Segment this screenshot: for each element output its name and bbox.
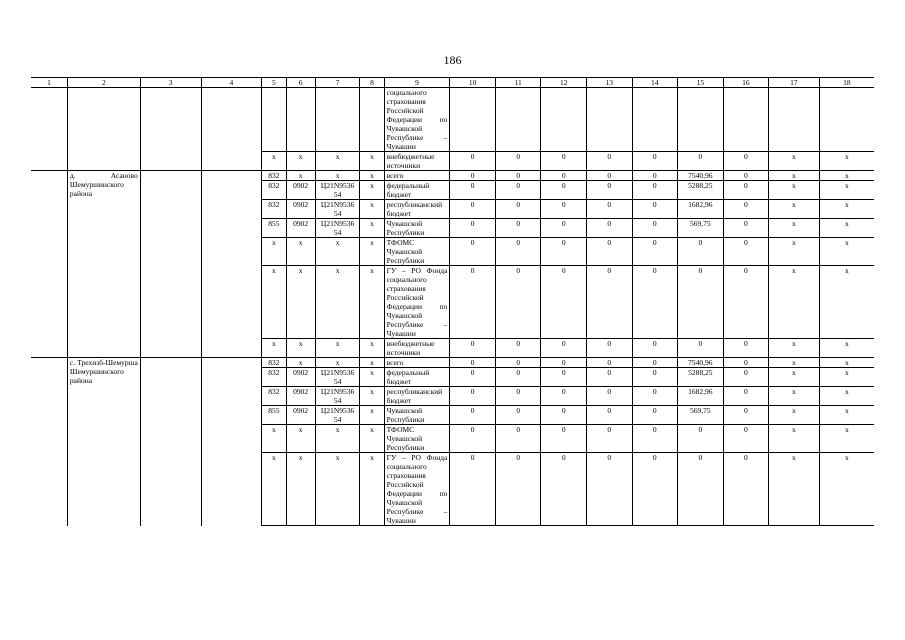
data-cell: х	[769, 425, 820, 453]
data-cell: 0	[541, 368, 587, 387]
header-cell: 1	[31, 78, 67, 88]
header-cell: 7	[315, 78, 360, 88]
data-cell: х	[315, 171, 360, 181]
data-cell: 0902	[286, 200, 315, 219]
empty-cell	[31, 88, 67, 152]
data-cell: 0	[541, 453, 587, 526]
data-cell: ТФОМС Чувашской Республики	[384, 425, 450, 453]
data-cell: всего	[384, 358, 450, 368]
data-cell: Ц21N9536 54	[315, 219, 360, 238]
data-cell: 0	[632, 358, 678, 368]
data-cell: федеральный бюджет	[384, 368, 450, 387]
data-cell: Чувашской Республики	[384, 406, 450, 425]
data-cell: х	[819, 238, 874, 266]
header-cell: 6	[286, 78, 315, 88]
data-cell: 0	[723, 200, 769, 219]
data-cell: х	[286, 238, 315, 266]
empty-cell	[31, 358, 67, 526]
data-cell: 0	[450, 266, 496, 339]
data-cell: 0	[495, 238, 541, 266]
data-cell: 0	[495, 358, 541, 368]
data-cell: 0	[632, 339, 678, 358]
data-cell: х	[819, 425, 874, 453]
data-cell: х	[262, 339, 286, 358]
empty-cell	[140, 152, 201, 171]
data-cell: 0	[632, 171, 678, 181]
data-cell: 0	[541, 219, 587, 238]
data-cell: х	[360, 266, 384, 339]
data-cell: 0	[541, 425, 587, 453]
data-cell: х	[262, 152, 286, 171]
empty-cell	[31, 171, 67, 358]
data-cell: 0	[678, 339, 724, 358]
data-cell: х	[360, 181, 384, 200]
data-cell: внебюджетные источники	[384, 339, 450, 358]
data-cell: Ц21N9536 54	[315, 368, 360, 387]
data-cell: всего	[384, 171, 450, 181]
data-cell: Ц21N9536 54	[315, 387, 360, 406]
data-cell: 0	[450, 406, 496, 425]
data-cell: 0	[723, 368, 769, 387]
empty-cell	[140, 358, 201, 526]
data-cell: 0	[541, 406, 587, 425]
data-cell: 855	[262, 406, 286, 425]
data-cell: 0	[450, 181, 496, 200]
data-cell: 0	[723, 171, 769, 181]
empty-cell	[286, 88, 315, 152]
empty-cell	[678, 88, 724, 152]
data-cell: 0	[723, 152, 769, 171]
data-cell: 832	[262, 171, 286, 181]
data-cell: 0	[450, 453, 496, 526]
data-cell: х	[360, 425, 384, 453]
data-cell: 0	[587, 200, 633, 219]
data-cell: х	[819, 406, 874, 425]
data-cell: х	[286, 358, 315, 368]
data-cell: 0	[450, 387, 496, 406]
data-cell: х	[315, 238, 360, 266]
data-cell: 0	[450, 425, 496, 453]
data-cell: х	[262, 425, 286, 453]
data-cell: 7540,96	[678, 358, 724, 368]
empty-cell	[723, 88, 769, 152]
settlement-name: д. Асаново Шемуршинского района	[67, 171, 140, 358]
data-cell: х	[819, 171, 874, 181]
data-cell: х	[315, 358, 360, 368]
data-cell: 0902	[286, 219, 315, 238]
data-cell: х	[360, 339, 384, 358]
data-cell: 0	[541, 152, 587, 171]
data-cell: х	[360, 200, 384, 219]
data-cell: 0	[495, 339, 541, 358]
header-cell: 13	[587, 78, 633, 88]
data-cell: х	[315, 339, 360, 358]
table-row	[31, 88, 874, 152]
data-cell: 0	[450, 358, 496, 368]
data-cell: 0	[541, 387, 587, 406]
data-cell: х	[286, 266, 315, 339]
data-cell: х	[769, 266, 820, 339]
data-cell: х	[262, 266, 286, 339]
empty-cell	[819, 88, 874, 152]
data-cell: 0	[495, 171, 541, 181]
data-cell: 0	[632, 453, 678, 526]
data-cell: 0	[723, 181, 769, 200]
data-cell: 0	[495, 368, 541, 387]
data-cell: х	[315, 453, 360, 526]
data-cell: 0	[450, 368, 496, 387]
data-cell: 0	[587, 266, 633, 339]
table-row	[31, 171, 874, 181]
data-cell: ГУ – РО Фонда социального страхования Российской Федерации по Чувашской Республике – Чувашии	[384, 453, 450, 526]
data-cell: 569,75	[678, 219, 724, 238]
data-cell: 5288,25	[678, 368, 724, 387]
data-cell: х	[819, 358, 874, 368]
data-cell: 0	[587, 358, 633, 368]
budget-table	[31, 77, 874, 526]
data-cell: 0	[450, 200, 496, 219]
data-cell: 0	[495, 266, 541, 339]
data-cell: Ц21N9536 54	[315, 406, 360, 425]
data-cell: республиканский бюджет	[384, 200, 450, 219]
data-cell: 0	[587, 406, 633, 425]
data-cell: 0	[723, 238, 769, 266]
data-cell: 0	[678, 425, 724, 453]
data-cell: х	[315, 266, 360, 339]
empty-cell	[360, 88, 384, 152]
data-cell: х	[360, 387, 384, 406]
data-cell: 0	[632, 181, 678, 200]
data-cell: х	[769, 200, 820, 219]
empty-cell	[67, 152, 140, 171]
data-cell: 0	[723, 219, 769, 238]
data-cell: 0	[587, 238, 633, 266]
data-cell: х	[360, 453, 384, 526]
data-cell: федеральный бюджет	[384, 181, 450, 200]
empty-cell	[201, 358, 262, 526]
header-cell: 18	[819, 78, 874, 88]
header-cell: 8	[360, 78, 384, 88]
data-cell: 0	[541, 238, 587, 266]
header-cell: 11	[495, 78, 541, 88]
empty-cell	[262, 88, 286, 152]
data-cell: 832	[262, 368, 286, 387]
data-cell: х	[360, 152, 384, 171]
data-cell: 0	[541, 266, 587, 339]
data-cell: 0	[723, 425, 769, 453]
data-cell: 0	[587, 171, 633, 181]
data-cell: 0	[495, 453, 541, 526]
data-cell: 0	[450, 339, 496, 358]
data-cell: 1682,96	[678, 200, 724, 219]
data-cell: 832	[262, 387, 286, 406]
data-cell: 0	[632, 425, 678, 453]
data-cell: 0	[632, 238, 678, 266]
data-cell: 0	[587, 425, 633, 453]
data-cell: 0	[587, 339, 633, 358]
data-cell: 832	[262, 358, 286, 368]
data-cell: республиканский бюджет	[384, 387, 450, 406]
data-cell: х	[315, 152, 360, 171]
data-cell: 0	[587, 219, 633, 238]
data-cell: х	[360, 219, 384, 238]
data-cell: 0	[632, 266, 678, 339]
data-cell: 0	[495, 152, 541, 171]
data-cell: х	[360, 358, 384, 368]
data-cell: 832	[262, 181, 286, 200]
data-cell: х	[769, 358, 820, 368]
data-cell: 0	[495, 181, 541, 200]
data-cell: 0	[632, 368, 678, 387]
data-cell: х	[819, 368, 874, 387]
data-cell: 0	[632, 219, 678, 238]
data-cell: 0	[450, 152, 496, 171]
data-cell: 0	[450, 238, 496, 266]
data-cell: х	[262, 453, 286, 526]
table-row	[31, 358, 874, 368]
data-cell: х	[819, 339, 874, 358]
data-cell: ТФОМС Чувашской Республики	[384, 238, 450, 266]
data-cell: 832	[262, 200, 286, 219]
data-cell: х	[286, 152, 315, 171]
data-cell: 0	[678, 238, 724, 266]
data-cell: 7540,96	[678, 171, 724, 181]
data-cell: х	[769, 152, 820, 171]
data-cell: х	[360, 238, 384, 266]
data-cell: 0	[678, 453, 724, 526]
data-cell: х	[360, 406, 384, 425]
data-cell: 0	[541, 339, 587, 358]
header-cell: 15	[678, 78, 724, 88]
data-cell: 0902	[286, 181, 315, 200]
data-cell: 0	[587, 453, 633, 526]
data-cell: х	[286, 453, 315, 526]
data-cell: 0	[587, 181, 633, 200]
data-cell: 0	[723, 453, 769, 526]
empty-cell	[541, 88, 587, 152]
empty-cell	[140, 88, 201, 152]
data-cell: х	[819, 453, 874, 526]
data-cell: 0	[678, 266, 724, 339]
empty-cell	[315, 88, 360, 152]
data-cell: 0	[587, 152, 633, 171]
data-cell: х	[819, 387, 874, 406]
data-cell: х	[769, 368, 820, 387]
empty-cell	[201, 152, 262, 171]
header-cell: 5	[262, 78, 286, 88]
data-cell: 0	[587, 368, 633, 387]
data-cell: 0902	[286, 387, 315, 406]
data-cell: х	[819, 152, 874, 171]
data-cell: х	[360, 368, 384, 387]
header-cell: 14	[632, 78, 678, 88]
data-cell: х	[769, 406, 820, 425]
data-cell: х	[315, 425, 360, 453]
data-cell: 0	[723, 358, 769, 368]
data-cell: х	[819, 266, 874, 339]
data-cell: Ц21N9536 54	[315, 181, 360, 200]
empty-cell	[495, 88, 541, 152]
data-cell: социального страхования Российской Федерации по Чувашской Республике – Чувашии	[384, 88, 450, 152]
data-cell: 0	[541, 171, 587, 181]
table-row	[31, 152, 874, 171]
data-cell: Чувашской Республики	[384, 219, 450, 238]
data-cell: 0	[450, 171, 496, 181]
data-cell: 0	[495, 219, 541, 238]
data-cell: х	[769, 339, 820, 358]
empty-cell	[587, 88, 633, 152]
header-cell: 3	[140, 78, 201, 88]
data-cell: ГУ – РО Фонда социального страхования Российской Федерации по Чувашской Республике – Чувашии	[384, 266, 450, 339]
data-cell: 0	[541, 200, 587, 219]
empty-cell	[450, 88, 496, 152]
header-row	[31, 78, 874, 88]
empty-cell	[201, 88, 262, 152]
empty-cell	[632, 88, 678, 152]
data-cell: х	[286, 425, 315, 453]
data-cell: х	[819, 181, 874, 200]
empty-cell	[140, 171, 201, 358]
data-cell: 0902	[286, 406, 315, 425]
data-cell: 0	[495, 425, 541, 453]
settlement-name: с. Трехизб-Шемурша Шемуршинского района	[67, 358, 140, 526]
data-cell: 0	[723, 406, 769, 425]
data-cell: х	[262, 238, 286, 266]
data-cell: 0	[587, 387, 633, 406]
data-cell: 0	[541, 181, 587, 200]
data-cell: 855	[262, 219, 286, 238]
header-cell: 12	[541, 78, 587, 88]
data-cell: 0	[678, 152, 724, 171]
data-cell: 0	[723, 387, 769, 406]
data-cell: х	[769, 181, 820, 200]
data-cell: 1682,96	[678, 387, 724, 406]
header-cell: 9	[384, 78, 450, 88]
data-cell: х	[286, 339, 315, 358]
data-cell: 0	[723, 266, 769, 339]
data-cell: 0	[632, 406, 678, 425]
header-cell: 17	[769, 78, 820, 88]
data-cell: х	[769, 453, 820, 526]
header-cell: 2	[67, 78, 140, 88]
data-cell: 569,75	[678, 406, 724, 425]
page-number: 186	[443, 53, 462, 67]
data-cell: х	[286, 171, 315, 181]
data-cell: 0	[632, 387, 678, 406]
data-cell: х	[819, 200, 874, 219]
data-cell: х	[360, 171, 384, 181]
empty-cell	[769, 88, 820, 152]
data-cell: х	[769, 219, 820, 238]
data-cell: х	[769, 387, 820, 406]
data-cell: 5288,25	[678, 181, 724, 200]
header-cell: 16	[723, 78, 769, 88]
data-cell: 0	[495, 387, 541, 406]
header-cell: 10	[450, 78, 496, 88]
data-cell: 0	[450, 219, 496, 238]
data-cell: Ц21N9536 54	[315, 200, 360, 219]
data-cell: 0	[495, 200, 541, 219]
data-cell: 0	[632, 152, 678, 171]
data-cell: х	[819, 219, 874, 238]
data-cell: 0902	[286, 368, 315, 387]
data-cell: х	[769, 238, 820, 266]
empty-cell	[201, 171, 262, 358]
data-cell: 0	[723, 339, 769, 358]
empty-cell	[31, 152, 67, 171]
data-cell: 0	[495, 406, 541, 425]
data-cell: 0	[541, 358, 587, 368]
header-cell: 4	[201, 78, 262, 88]
empty-cell	[67, 88, 140, 152]
data-cell: 0	[632, 200, 678, 219]
data-cell: х	[769, 171, 820, 181]
data-cell: внебюджетные источники	[384, 152, 450, 171]
